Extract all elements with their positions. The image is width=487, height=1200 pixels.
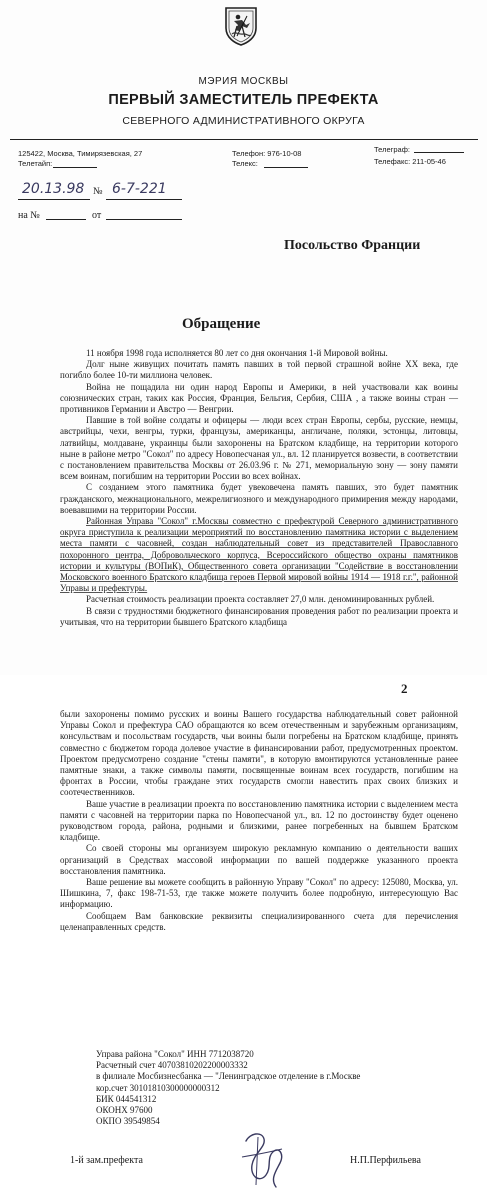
telex-label: Телекс: [232, 159, 258, 168]
page-2-body [60, 709, 458, 933]
bank-line: Управа района "Сокол" ИНН 7712038720 [96, 1049, 254, 1059]
org-subtitle: СЕВЕРНОГО АДМИНИСТРАТИВНОГО ОКРУГА [122, 115, 365, 127]
paragraph: Сообщаем Вам банковские реквизиты специализированного счета для перечисления целенаправленных средств. [60, 910, 458, 932]
paragraph: В связи с трудностями бюджетного финансирования проведения работ по реализации проекта и учитывая, что на территории бывшего Братского кладбища [60, 605, 458, 627]
signatory-name: Н.П.Перфильева [350, 1155, 421, 1166]
reply-number-line [46, 219, 86, 220]
recipient: Посольство Франции [284, 238, 421, 253]
org-main-title: ПЕРВЫЙ ЗАМЕСТИТЕЛЬ ПРЕФЕКТА [108, 92, 379, 108]
bank-line: кор.счет 30101810300000000312 [96, 1082, 220, 1093]
paragraph: Ваше участие в реализации проекта по восстановлению памятника истории с выделением места памяти с часовней на территории парка по Новопесчаной ул., вл. 12 по достоинству будет оценено руководством города, района, родными и близкими, ранее погребенных на бывшем Братском кладбище. [60, 798, 458, 843]
page-number: 2 [401, 681, 408, 696]
bank-line: БИК 044541312 [96, 1093, 157, 1104]
bank-line: в филиале Мосбизнесбанка — "Ленинградское отделение в г.Москве [96, 1071, 361, 1082]
handwritten-number: 6-7-221 [112, 181, 167, 197]
paragraph: Павшие в той войне солдаты и офицеры — люди всех стран Европы, сербы, русские, немцы, австрийцы, чехи, венгры, турки, французы, американцы, англичане, поляки, эстонцы, литовцы, латвийцы, молдаване, украинцы были захоронены на Братском кладбище, на территории которого ныне в районе метро "Сокол" по адресу Новопесчаная ул., вл. 12 планируется возвести, в соответствии с постановлением правительства Москвы от 26.03.96 г. № 271, мемориальную зону — зону памяти всем воинам, погибшим на территории России во всех войнах. [60, 415, 458, 482]
address-text: 125422, Москва, Тимирязевская, 27 [18, 149, 143, 158]
paragraph: были захоронены помимо русских и воины Вашего государства наблюдательный совет районной Управы Сокол и префектура САО обращаются ко всем отечественным и зарубежным организациям, консульствам и посольствам государств, чьи воины были погребены на Братском кладбище, принять совместно с бюджетом города долевое участие в финансировании работ, предусмотренных проектом. Проектом предусмотрено создание "стены памяти", в которую вмонтируются установленные ранее памятные знаки, а также символы памяти, посвященные воинам всех государств, погибшим на фронтах в России, чтобы граждане этих государств смогли навестить прах своих близких и соотечественников. [60, 709, 458, 798]
number-label: № [93, 186, 103, 197]
telegraph-line [414, 152, 464, 153]
teletype-line [53, 167, 97, 168]
paragraph: Долг ныне живущих почитать память павших в той первой страшной войне XX века, где погибло более 10-ти миллиона человек. [60, 359, 458, 381]
paragraph: Районная Управа "Сокол" г.Москвы совместно с префектурой Северного административного округа приступила к реализации мероприятий по восстановлению памятника истории с выделением места памяти с часовней, создан наблюдательный совет из представителей Православного похоронного центра, Добровольческого корпуса, Всероссийского общество охраны памятников истории и культуры (ВОПиК), Общественного совета организации "Содействие в восстановлении Московского военного Братского кладбища героев Первой мировой войны 1914 — 1918 г.г.", районной Управы и префектуры. [60, 516, 458, 594]
paragraph: Война не пощадила ни один народ Европы и Америки, в ней участвовали как воины союзнических стран, таких как Россия, Франция, Бельгия, Сербия, США , а также воины стран — противников Германии и Австро — Венгрии. [60, 381, 458, 415]
telex-line [264, 167, 308, 168]
document-title: Обращение [182, 316, 261, 332]
bank-line: ОКОНХ 97600 [96, 1105, 153, 1116]
handwritten-signature-icon [236, 1127, 292, 1193]
bank-details [96, 1049, 456, 1127]
paragraph: Ваше решение вы можете сообщить в районную Управу "Сокол" по адресу: 125080, Москва, ул. Шишкина, 7, факс 198-71-53, где также можете получить более подробную, интересующую Вас информацию. [60, 877, 458, 910]
header-rule [10, 139, 478, 140]
paragraph: С созданием этого памятника будет увековечена память павших, это будет памятник гражданского, межнационального, межрелигиозного и международного примирения между народами, воевавшими на территории России. [60, 482, 458, 515]
moscow-coat-of-arms-icon [223, 4, 259, 46]
org-small-title: МЭРИЯ МОСКВЫ [198, 76, 289, 87]
signatory-position: 1-й зам.префекта [70, 1155, 143, 1166]
reply-to-label: на № [18, 210, 40, 221]
page-2 [0, 675, 487, 1200]
teletype-label: Телетайп: [18, 159, 53, 168]
bank-line: ОКПО 39549854 [96, 1116, 160, 1127]
paragraph: Со своей стороны мы организуем широкую рекламную компанию о деятельности ваших организаций в Средствах массовой информации по вашей поддержке указанного проекта восстановления памятника. [60, 843, 458, 876]
bank-line: Расчетный счет 40703810202200003332 [96, 1060, 248, 1071]
phone-text: Телефон: 976-10-08 [232, 149, 302, 158]
page-1-body [60, 348, 458, 628]
reply-date-line [106, 219, 182, 220]
paragraph: 11 ноября 1998 года исполняется 80 лет со дня окончания 1-й Мировой войны. [86, 348, 388, 358]
fax-text: Телефакс: 211-05-46 [374, 157, 446, 166]
telegraph-label: Телеграф: [374, 145, 410, 154]
paragraph: Расчетная стоимость реализации проекта составляет 27,0 млн. деноминированных рублей. [86, 594, 435, 605]
date-line [18, 199, 90, 200]
number-line [106, 199, 182, 200]
handwritten-date: 20.13.98 [22, 181, 85, 197]
reply-from-label: от [92, 210, 102, 221]
